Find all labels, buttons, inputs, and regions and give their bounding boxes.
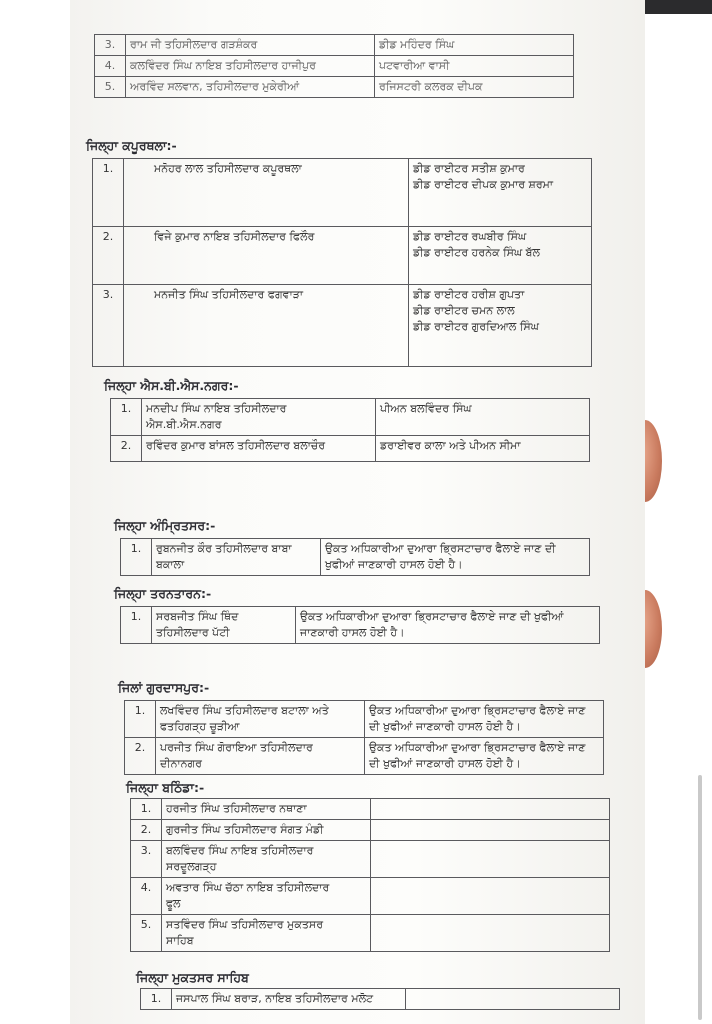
row-number: 1. xyxy=(121,607,152,644)
table-row xyxy=(93,227,592,285)
official-name-line: ਸਰਬਜੀਤ ਸਿੰਘ ਥਿੰਦ xyxy=(156,610,239,623)
table-bathinda xyxy=(130,798,610,952)
official-name xyxy=(162,915,371,952)
official-name: ਮਨਜੀਤ ਸਿੰਘ ਤਹਿਸੀਲਦਾਰ ਫਗਵਾੜਾ xyxy=(124,285,409,367)
row-number: 2. xyxy=(111,436,142,462)
table-row xyxy=(95,35,574,56)
remark-line: ਜਾਣਕਾਰੀ ਹਾਸਲ ਹੋਈ ਹੈ। xyxy=(300,626,405,639)
table-gurdaspur xyxy=(124,700,604,775)
table-tarntaran xyxy=(120,606,600,644)
empty-cell xyxy=(406,989,620,1010)
row-number: 1. xyxy=(131,799,162,820)
empty-cell xyxy=(371,915,610,952)
row-number: 4. xyxy=(95,56,126,77)
table-row xyxy=(111,399,590,436)
associate-name: ਡੀਡ ਰਾਈਟਰ ਦੀਪਕ ਕੁਮਾਰ ਸ਼ਰਮਾ xyxy=(413,178,554,191)
row-number: 3. xyxy=(95,35,126,56)
table-row xyxy=(131,915,610,952)
empty-cell xyxy=(371,878,610,915)
official-name-line: ਫਤਹਿਗੜ੍ਹ ਚੂੜੀਆ xyxy=(160,720,240,733)
official-name xyxy=(162,878,371,915)
associate-name: ਡੀਡ ਰਾਈਟਰ ਸਤੀਸ਼ ਕੁਮਾਰ xyxy=(413,162,525,175)
row-number: 5. xyxy=(95,77,126,98)
table-row xyxy=(131,820,610,841)
row-number: 1. xyxy=(111,399,142,436)
associate-names xyxy=(409,285,592,367)
remark-line: ਖੁਫੀਆਂ ਜਾਣਕਾਰੀ ਹਾਸਲ ਹੋਈ ਹੈ। xyxy=(325,558,463,571)
associate-name: ਡੀਡ ਮਹਿੰਦਰ ਸਿੰਘ xyxy=(375,35,574,56)
district-heading-amritsar: ਜਿਲ੍ਹਾ ਅੰਮ੍ਰਿਤਸਰ:- xyxy=(114,518,216,533)
table-row xyxy=(131,841,610,878)
official-name-line: ਸਰਦੂਲਗੜ੍ਹ xyxy=(166,860,217,873)
official-name xyxy=(142,399,376,436)
remark-line: ਉਕਤ ਅਧਿਕਾਰੀਆ ਦੁਆਰਾ ਭ੍ਰਿਸਟਾਚਾਰ ਫੈਲਾਏ ਜਾਣ xyxy=(369,741,586,754)
official-name: ਵਿਜੇ ਕੁਮਾਰ ਨਾਇਬ ਤਹਿਸੀਲਦਾਰ ਫਿਲੌਰ xyxy=(124,227,409,285)
official-name-line: ਮਨਦੀਪ ਸਿੰਘ ਨਾਇਬ ਤਹਿਸੀਲਦਾਰ xyxy=(146,402,287,415)
district-heading-gurdaspur: ਜਿਲਾਂ ਗੁਰਦਾਸਪੁਰ:- xyxy=(118,680,210,695)
official-name-line: ਫੂਲ xyxy=(166,897,181,910)
row-number: 3. xyxy=(93,285,124,367)
table-row xyxy=(131,799,610,820)
row-number: 3. xyxy=(131,841,162,878)
empty-cell xyxy=(371,820,610,841)
table-row xyxy=(141,989,620,1010)
associate-name: ਡੀਡ ਰਾਈਟਰ ਰਘਬੀਰ ਸਿੰਘ xyxy=(413,230,527,243)
official-name-line: ਅਵਤਾਰ ਸਿੰਘ ਚੱਠਾ ਨਾਇਬ ਤਹਿਸੀਲਦਾਰ xyxy=(166,881,330,894)
table-amritsar xyxy=(120,538,590,576)
official-name: ਹਰਜੀਤ ਸਿੰਘ ਤਹਿਸੀਲਦਾਰ ਨਥਾਣਾ xyxy=(162,799,371,820)
associate-names xyxy=(409,159,592,227)
table-row xyxy=(125,701,604,738)
remark-line: ਦੀ ਖੁਫੀਆਂ ਜਾਣਕਾਰੀ ਹਾਸਲ ਹੋਈ ਹੈ। xyxy=(369,720,521,733)
row-number: 1. xyxy=(93,159,124,227)
associate-name: ਡੀਡ ਰਾਈਟਰ ਗੁਰਦਿਆਲ ਸਿੰਘ xyxy=(413,320,539,333)
table-row xyxy=(131,878,610,915)
scrollbar[interactable] xyxy=(698,775,702,1020)
official-name: ਜਸਪਾਲ ਸਿੰਘ ਬਰਾੜ, ਨਾਇਬ ਤਹਿਸੀਲਦਾਰ ਮਲੋਟ xyxy=(172,989,406,1010)
official-name xyxy=(156,738,365,775)
remark-line: ਉਕਤ ਅਧਿਕਾਰੀਆ ਦੁਆਰਾ ਭ੍ਰਿਸਟਾਚਾਰ ਫੈਲਾਏ ਜਾਣ ਦੀ xyxy=(325,542,556,555)
table-header-rows xyxy=(94,34,574,98)
table-row xyxy=(93,285,592,367)
associate-name: ਪੀਅਨ ਬਲਵਿੰਦਰ ਸਿੰਘ xyxy=(376,399,590,436)
district-heading-sbs-nagar: ਜਿਲ੍ਹਾ ਐਸ.ਬੀ.ਐਸ.ਨਗਰ:- xyxy=(104,378,239,393)
district-heading-tarntaran: ਜਿਲ੍ਹਾ ਤਰਨਤਾਰਨ:- xyxy=(114,586,212,601)
associate-names xyxy=(409,227,592,285)
row-number: 1. xyxy=(125,701,156,738)
table-row xyxy=(93,159,592,227)
row-number: 2. xyxy=(93,227,124,285)
official-name-line: ਐਸ.ਬੀ.ਐਸ.ਨਗਰ xyxy=(146,418,222,431)
remark-line: ਉਕਤ ਅਧਿਕਾਰੀਆ ਦੁਆਰਾ ਭ੍ਰਿਸਟਾਚਾਰ ਫੈਲਾਏ ਜਾਣ xyxy=(369,704,586,717)
table-row xyxy=(95,77,574,98)
row-number: 1. xyxy=(121,539,152,576)
empty-cell xyxy=(371,841,610,878)
remark-line: ਉਕਤ ਅਧਿਕਾਰੀਆ ਦੁਆਰਾ ਭ੍ਰਿਸਟਾਚਾਰ ਫੈਲਾਏ ਜਾਣ ਦੀ ਖੁਫੀਆਂ xyxy=(300,610,564,623)
district-heading-muktsar: ਜਿਲ੍ਹਾ ਮੁਕਤਸਰ ਸਾਹਿਬ xyxy=(136,970,249,985)
empty-cell xyxy=(371,799,610,820)
table-row xyxy=(121,607,600,644)
official-name: ਕਲਵਿੰਦਰ ਸਿੰਘ ਨਾਇਬ ਤਹਿਸੀਲਦਾਰ ਹਾਜੀਪੁਰ xyxy=(126,56,375,77)
document-page[interactable] xyxy=(70,0,645,1024)
table-kapurthala xyxy=(92,158,592,367)
row-number: 2. xyxy=(125,738,156,775)
table-row xyxy=(121,539,590,576)
associate-name: ਡੀਡ ਰਾਈਟਰ ਹਰੀਸ਼ ਗੁਪਤਾ xyxy=(413,288,525,301)
row-number: 4. xyxy=(131,878,162,915)
official-name xyxy=(156,701,365,738)
official-name: ਰਵਿੰਦਰ ਕੁਮਾਰ ਬਾਂਸਲ ਤਹਿਸੀਲਦਾਰ ਬਲਾਚੌਰ xyxy=(142,436,376,462)
table-row xyxy=(125,738,604,775)
associate-name: ਡੀਡ ਰਾਈਟਰ ਹਰਨੇਕ ਸਿੰਘ ਬੱਲ xyxy=(413,246,540,259)
remark xyxy=(365,738,604,775)
associate-name: ਪਟਵਾਰੀਆ ਵਾਸੀ xyxy=(375,56,574,77)
associate-name: ਡੀਡ ਰਾਈਟਰ ਚਮਨ ਲਾਲ xyxy=(413,304,515,317)
associate-name: ਡਰਾਈਵਰ ਕਾਲਾ ਅਤੇ ਪੀਅਨ ਸੀਮਾ xyxy=(376,436,590,462)
district-heading-kapurthala: ਜਿਲ੍ਹਾ ਕਪੂਰਥਲਾ:- xyxy=(86,138,177,153)
official-name-line: ਸਤਵਿੰਦਰ ਸਿੰਘ ਤਹਿਸੀਲਦਾਰ ਮੁਕਤਸਰ xyxy=(166,918,324,931)
official-name-line: ਲਖਵਿੰਦਰ ਸਿੰਘ ਤਹਿਸੀਲਦਾਰ ਬਟਾਲਾ ਅਤੇ xyxy=(160,704,329,717)
official-name xyxy=(152,607,296,644)
official-name xyxy=(162,841,371,878)
remark-line: ਦੀ ਖੁਫੀਆਂ ਜਾਣਕਾਰੀ ਹਾਸਲ ਹੋਈ ਹੈ। xyxy=(369,757,521,770)
remark xyxy=(365,701,604,738)
remark xyxy=(321,539,590,576)
district-heading-bathinda: ਜਿਲ੍ਹਾ ਬਠਿੰਡਾ:- xyxy=(126,780,205,795)
row-number: 5. xyxy=(131,915,162,952)
official-name-line: ਬਲਵਿੰਦਰ ਸਿੰਘ ਨਾਇਬ ਤਹਿਸੀਲਦਾਰ xyxy=(166,844,314,857)
official-name: ਮਨੋਹਰ ਲਾਲ ਤਹਿਸੀਲਦਾਰ ਕਪੂਰਥਲਾ xyxy=(124,159,409,227)
official-name-line: ਤਹਿਸੀਲਦਾਰ ਪੱਟੀ xyxy=(156,626,230,639)
table-sbs-nagar xyxy=(110,398,590,462)
row-number: 1. xyxy=(141,989,172,1010)
official-name-line: ਬਕਾਲਾ xyxy=(156,558,185,571)
table-row xyxy=(111,436,590,462)
official-name: ਰਾਮ ਜੀ ਤਹਿਸੀਲਦਾਰ ਗੜਸ਼ੰਕਰ xyxy=(126,35,375,56)
background-left xyxy=(0,0,70,1024)
remark xyxy=(296,607,600,644)
official-name-line: ਰੁਬਨਜੀਤ ਕੌਰ ਤਹਿਸੀਲਦਾਰ ਬਾਬਾ xyxy=(156,542,292,555)
official-name: ਅਰਵਿੰਦ ਸਲਵਾਨ, ਤਹਿਸੀਲਦਾਰ ਮੁਕੇਰੀਆਂ xyxy=(126,77,375,98)
associate-name: ਰਜਿਸਟਰੀ ਕਲਰਕ ਦੀਪਕ xyxy=(375,77,574,98)
official-name-line: ਪਰਜੀਤ ਸਿੰਘ ਗੋਰਾਇਆ ਤਹਿਸੀਲਦਾਰ xyxy=(160,741,313,754)
table-muktsar xyxy=(140,988,620,1010)
row-number: 2. xyxy=(131,820,162,841)
official-name: ਗੁਰਜੀਤ ਸਿੰਘ ਤਹਿਸੀਲਦਾਰ ਸੰਗਤ ਮੰਡੀ xyxy=(162,820,371,841)
official-name-line: ਸਾਹਿਬ xyxy=(166,934,194,947)
official-name-line: ਦੀਨਾਨਗਰ xyxy=(160,757,202,770)
table-row xyxy=(95,56,574,77)
official-name xyxy=(152,539,321,576)
